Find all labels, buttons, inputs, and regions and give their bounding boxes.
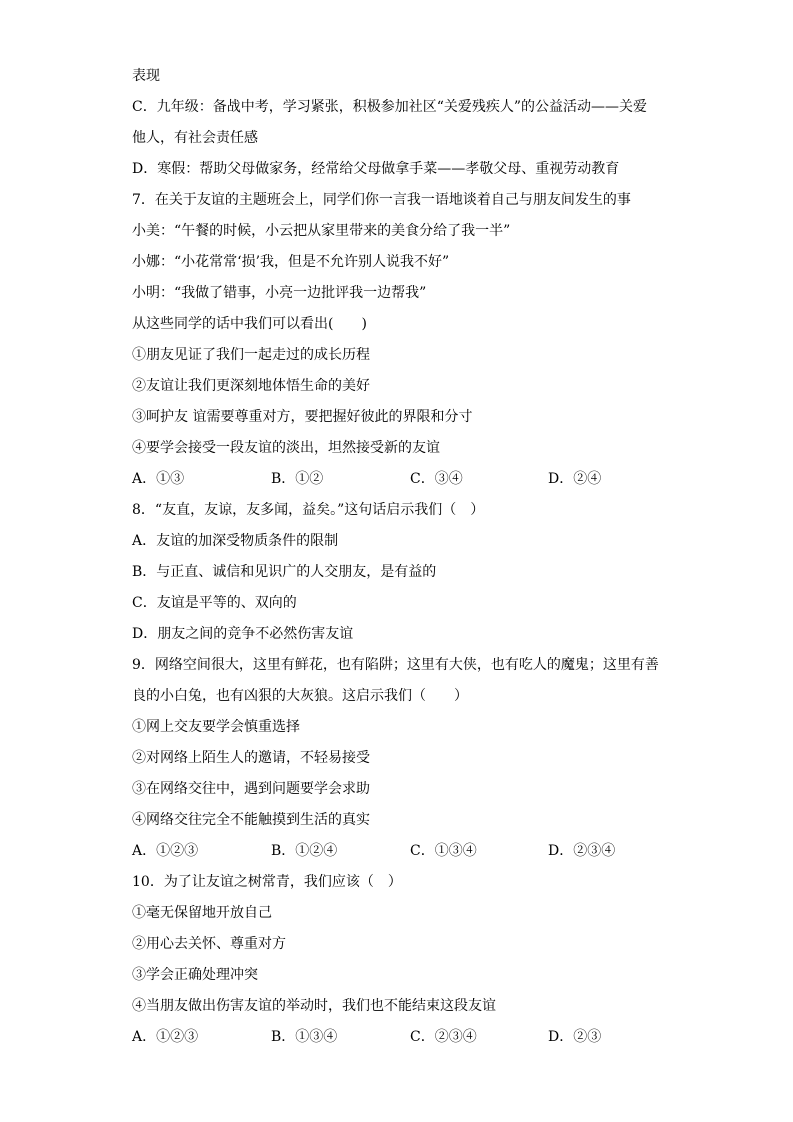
q9-item-3: ③在网络交往中，遇到问题要学会求助 xyxy=(132,781,370,797)
q7-item-4: ④要学会接受一段友谊的淡出，坦然接受新的友谊 xyxy=(132,440,440,456)
q7-question: 从这些同学的话中我们可以看出( ) xyxy=(132,316,367,332)
q9-item-2: ②对网络上陌生人的邀请，不轻易接受 xyxy=(132,750,370,766)
q6-continuation: 表现 xyxy=(132,68,160,84)
q8-stem: 8．“友直，友谅，友多闻，益矣。”这句话启示我们（ ） xyxy=(132,502,485,518)
q7-option-b: B．①② xyxy=(271,471,324,487)
q9-stem-line1: 9．网络空间很大，这里有鲜花，也有陷阱；这里有大侠，也有吃人的魔鬼；这里有善 xyxy=(132,657,659,673)
q7-option-c: C．③④ xyxy=(410,471,463,487)
q7-item-1: ①朋友见证了我们一起走过的成长历程 xyxy=(132,347,370,363)
q10-option-b: B．①③④ xyxy=(271,1029,338,1045)
q10-option-a: A．①②③ xyxy=(132,1029,199,1045)
q7-stem: 7．在关于友谊的主题班会上，同学们你一言我一语地谈着自己与朋友间发生的事 xyxy=(132,192,631,208)
q6-option-d: D．寒假：帮助父母做家务，经常给父母做拿手菜——孝敬父母、重视劳动教育 xyxy=(132,161,620,177)
q9-option-d: D．②③④ xyxy=(548,843,616,859)
q9-option-c: C．①③④ xyxy=(410,843,477,859)
q6-option-c-line1: C．九年级：备战中考，学习紧张，积极参加社区“关爱残疾人”的公益活动——关爱 xyxy=(132,99,648,115)
q9-option-a: A．①②③ xyxy=(132,843,199,859)
q7-option-d: D．②④ xyxy=(548,471,602,487)
q10-stem: 10．为了让友谊之树常青，我们应该（ ） xyxy=(132,874,402,890)
q9-item-4: ④网络交往完全不能触摸到生活的真实 xyxy=(132,812,370,828)
q10-option-d: D．②③ xyxy=(548,1029,602,1045)
q10-item-2: ②用心去关怀、尊重对方 xyxy=(132,936,286,952)
q7-statement-1: 小美：“午餐的时候，小云把从家里带来的美食分给了我一半” xyxy=(132,223,511,239)
q10-option-c: C．②③④ xyxy=(410,1029,477,1045)
q7-statement-3: 小明：“我做了错事，小亮一边批评我一边帮我” xyxy=(132,285,427,301)
q7-option-a: A．①③ xyxy=(132,471,185,487)
q10-item-1: ①毫无保留地开放自己 xyxy=(132,905,272,921)
q6-option-c-line2: 他人，有社会责任感 xyxy=(132,130,258,146)
q9-option-b: B．①②④ xyxy=(271,843,338,859)
q8-option-c: C．友谊是平等的、双向的 xyxy=(132,595,297,611)
q9-item-1: ①网上交友要学会慎重选择 xyxy=(132,719,300,735)
q8-option-b: B．与正直、诚信和见识广的人交朋友，是有益的 xyxy=(132,564,437,580)
q7-item-3: ③呵护友 谊需要尊重对方，要把握好彼此的界限和分寸 xyxy=(132,409,473,425)
q7-statement-2: 小娜：“小花常常‘损’我，但是不允许别人说我不好” xyxy=(132,254,450,270)
q8-option-d: D．朋友之间的竞争不必然伤害友谊 xyxy=(132,626,354,642)
q10-item-4: ④当朋友做出伤害友谊的举动时，我们也不能结束这段友谊 xyxy=(132,998,496,1014)
q7-item-2: ②友谊让我们更深刻地体悟生命的美好 xyxy=(132,378,370,394)
q9-stem-line2: 良的小白兔，也有凶狠的大灰狼。这启示我们（ ） xyxy=(132,688,468,704)
q8-option-a: A．友谊的加深受物质条件的限制 xyxy=(132,533,339,549)
q10-item-3: ③学会正确处理冲突 xyxy=(132,967,258,983)
